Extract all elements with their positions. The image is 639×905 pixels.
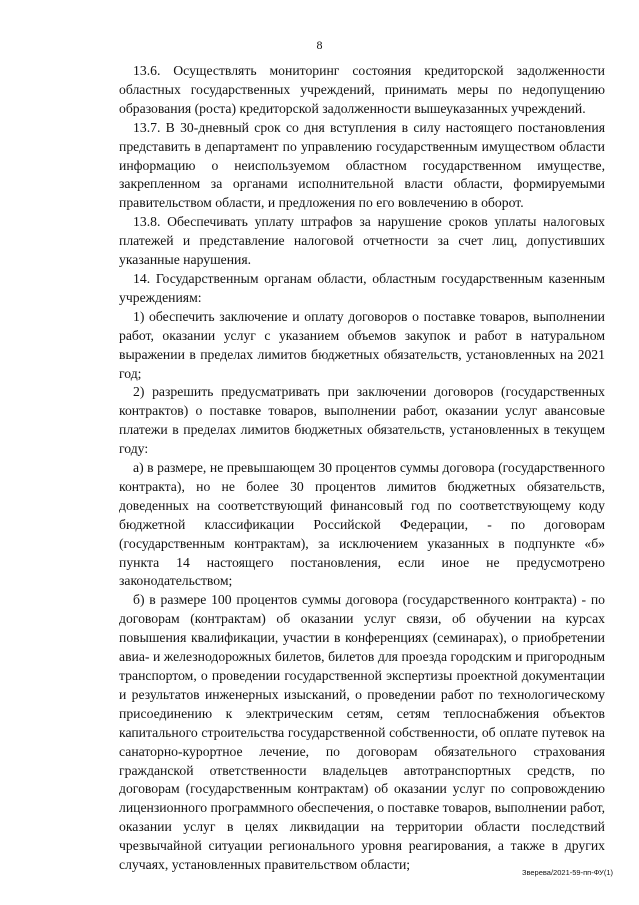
- paragraph-13-7: 13.7. В 30-дневный срок со дня вступления в силу настоящего постановления представить в департамент по управлению государственным имуществом области информацию о неиспользуемом областном государственном имуществе, закрепленном за органами исполнительной власти области, формируемыми правительством области, и предложения по его вовлечению в оборот.: [119, 119, 605, 211]
- paragraph-13-6: 13.6. Осуществлять мониторинг состояния кредиторской задолженности областных государственных учреждений, принимать меры по недопущению образования (роста) кредиторской задолженности вышеуказанных учреждений.: [119, 63, 605, 116]
- paragraph-14-2-a: а) в размере, не превышающем 30 процентов суммы договора (государственного контракта), но не более 30 процентов лимитов бюджетных обязательств, доведенных на соответствующий финансовый год по соответствующему коду бюджетной классификации Российской Федерации, - по договорам (государственным контрактам), за исключением указанных в подпункте «б» пункта 14 настоящего постановления, если иное не предусмотрено законодательством;: [119, 460, 605, 589]
- paragraph-13-8: 13.8. Обеспечивать уплату штрафов за нарушение сроков уплаты налоговых платежей и представление налоговой отчетности за счет лиц, допустивших указанные нарушения.: [119, 214, 605, 268]
- page-number: 8: [316, 38, 323, 52]
- paragraph-14-2-b: б) в размере 100 процентов суммы договора (государственного контракта) - по договорам (контрактам) об оказании услуг связи, об обучении на курсах повышения квалификации, участии в конференциях (семинарах), о приобретении авиа- и железнодорожных билетов, билетов для проезда городским и пригородным транспортом, о проведении государственной экспертизы проектной документации и результатов инженерных изысканий, о проведении работ по технологическому присоединению к электрическим сетям, сетям теплоснабжения объектов капитального строительства государственной собственности, об оплате путевок на санаторно-курортное лечение, по договорам обязательного страхования гражданской ответственности владельцев автотранспортных средств, по договорам (государственным контрактам) об оказании услуг по сопровождению лицензионного программного обеспечения, о поставке товаров, выполнении работ, оказании услуг в целях ликвидации на территории области последствий чрезвычайной ситуации регионального уровня реагирования, а также в других случаях, установленных правительством области;: [119, 592, 605, 873]
- paragraph-14-2: 2) разрешить предусматривать при заключении договоров (государственных контрактов) о поставке товаров, выполнении работ, оказании услуг авансовые платежи в пределах лимитов бюджетных обязательств, установленных в текущем году:: [119, 384, 605, 457]
- document-reference-footer: Зверева/2021-59-пп-ФУ(1): [521, 868, 613, 877]
- paragraph-14-1: 1) обеспечить заключение и оплату договоров о поставке товаров, выполнении работ, оказании услуг с указанием объемов закупок и работ в натуральном выражении в пределах лимитов бюджетных обязательств, установленных на 2021 год;: [119, 308, 605, 381]
- paragraph-14: 14. Государственным органам области, областным государственным казенным учреждениям:: [119, 270, 605, 305]
- document-body: [119, 62, 605, 875]
